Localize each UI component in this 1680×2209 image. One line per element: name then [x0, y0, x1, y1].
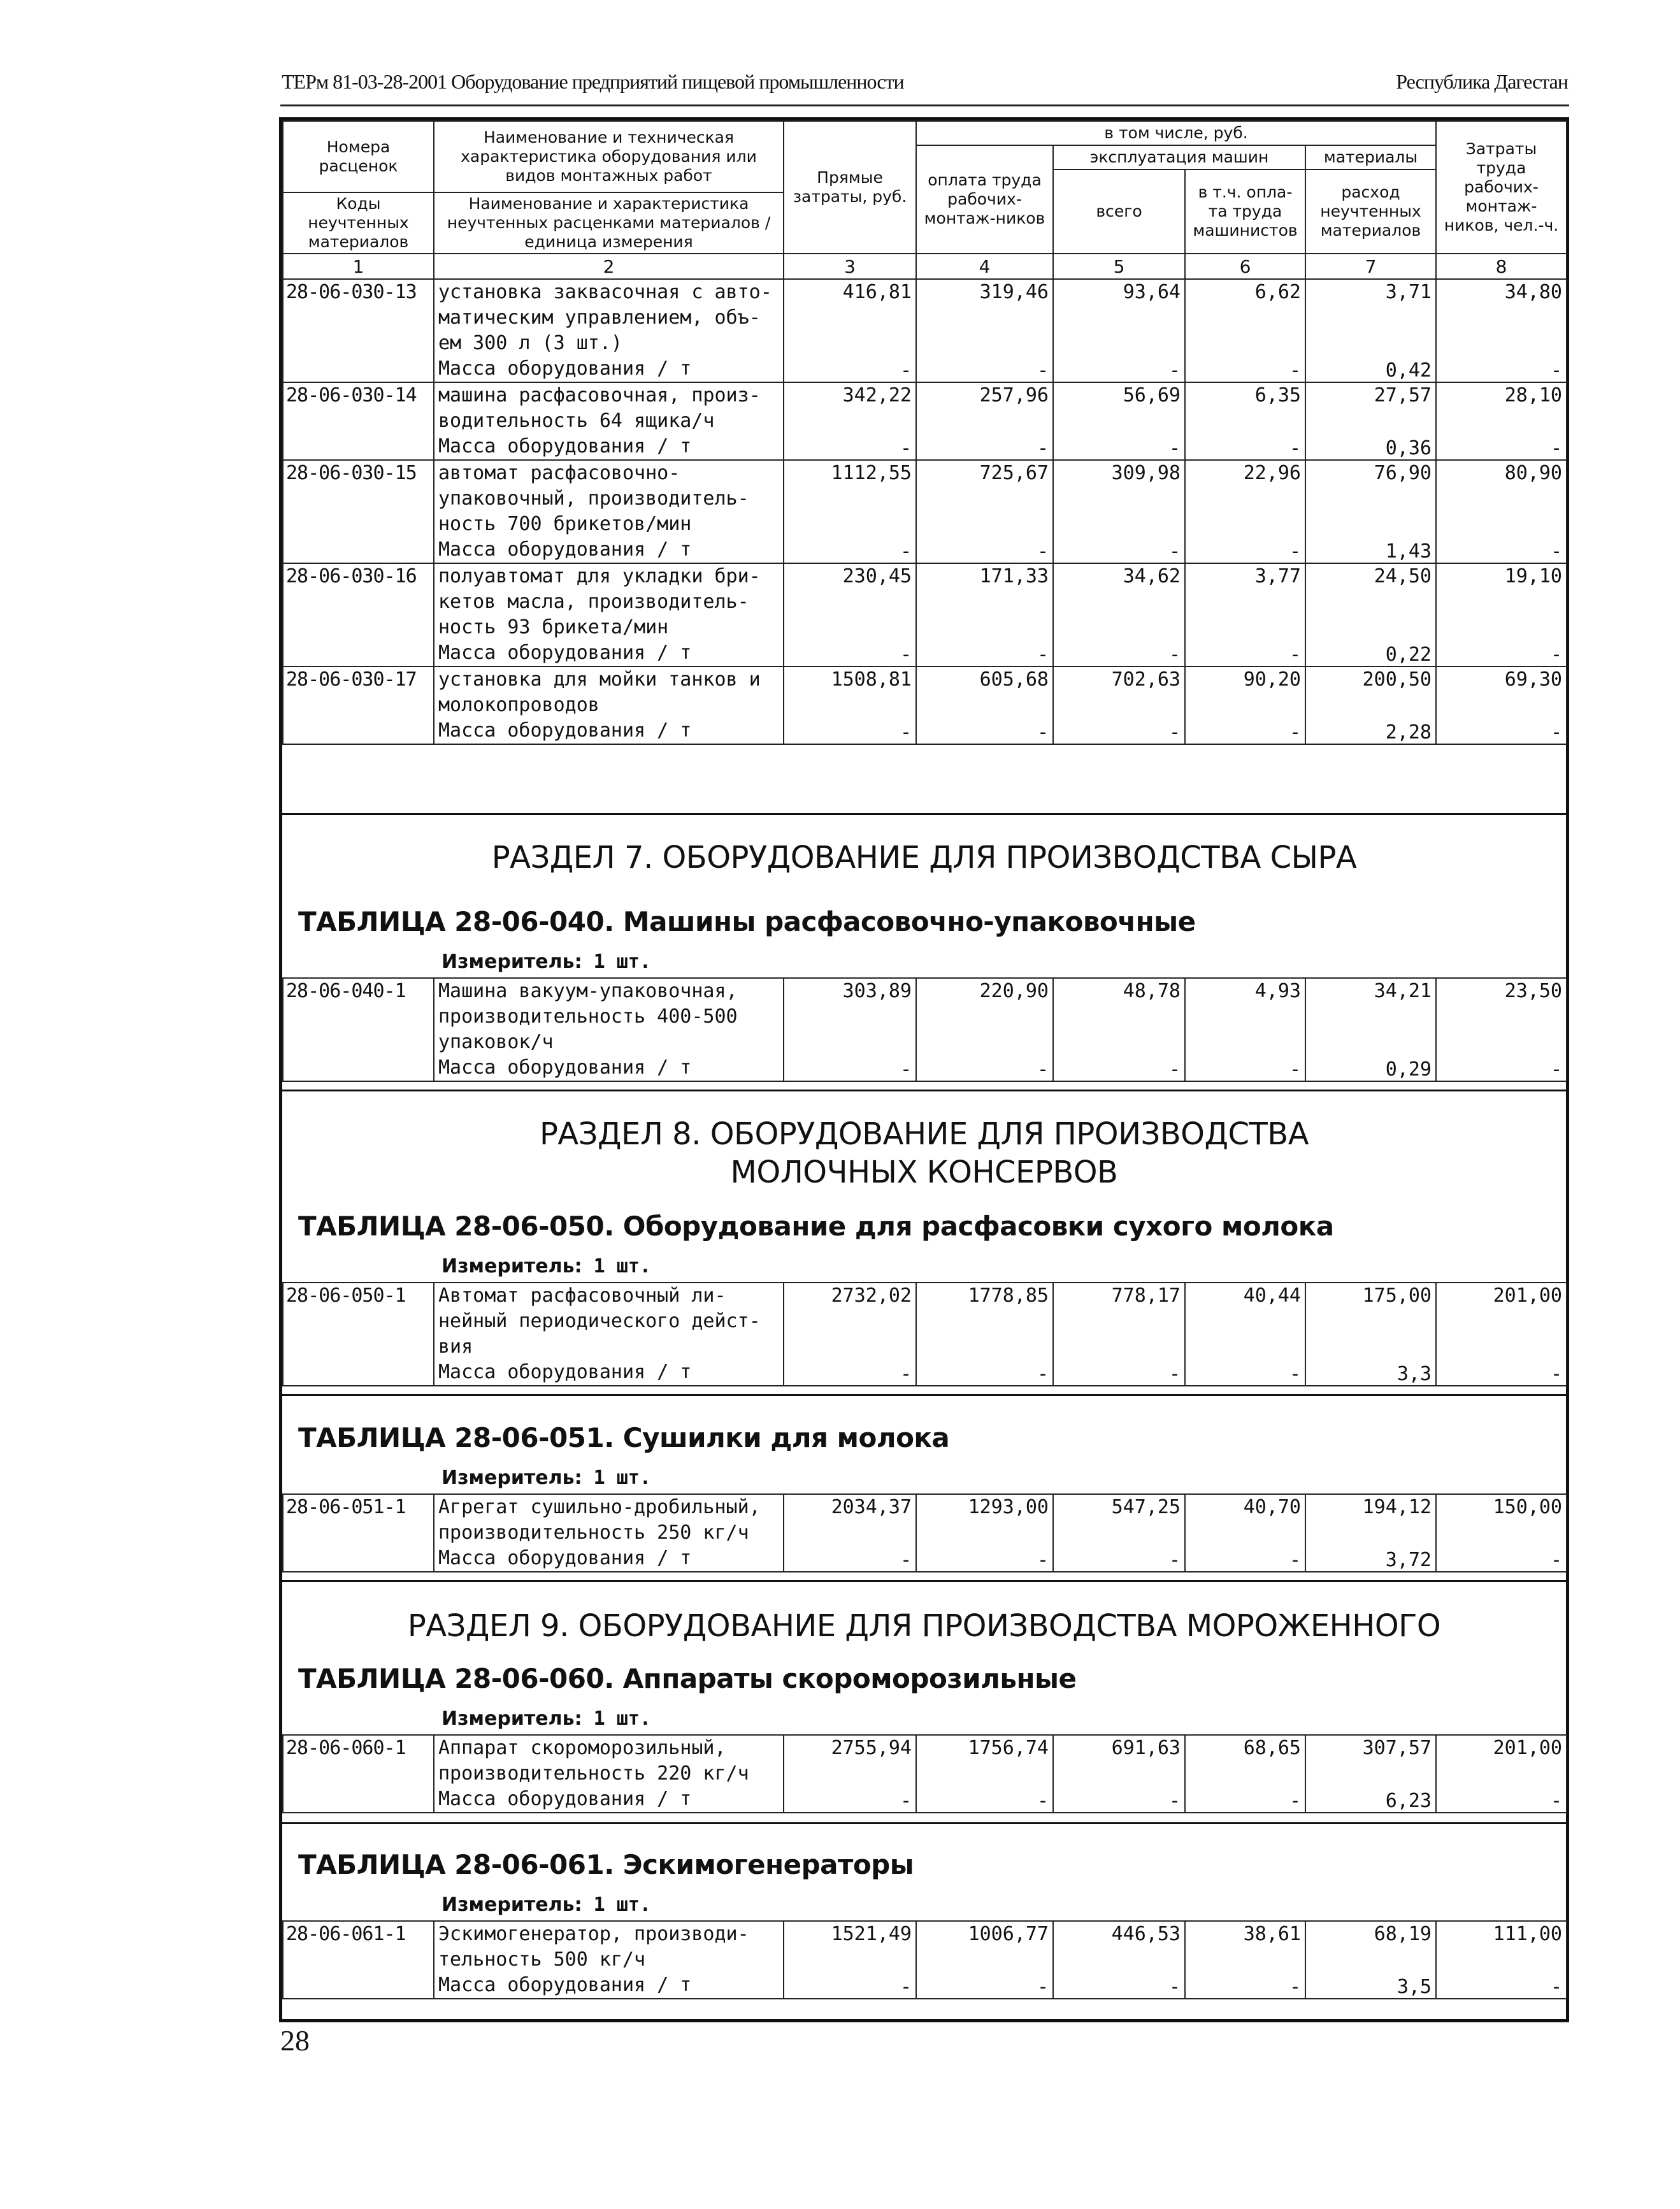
table-row: [283, 279, 1567, 356]
measure-060: [442, 1708, 651, 1730]
head-col2-top: Наименование и техническая характеристика оборудования или видов монтажных работ: [434, 121, 784, 192]
dash-cell: -: [916, 537, 1053, 563]
direct-cost: 2732,02: [784, 1283, 916, 1360]
mass-label: Масса оборудования / т: [434, 718, 784, 744]
labor-hours: 28,10: [1436, 382, 1567, 434]
machinists-pay: 40,70: [1185, 1494, 1305, 1546]
table-row: [283, 666, 1567, 718]
work-name-line: Аппарат скороморозильный,: [438, 1737, 726, 1759]
machinists-pay: 68,65: [1185, 1735, 1305, 1787]
table-body: [283, 978, 1567, 1081]
measure-value: 1 шт.: [593, 1708, 651, 1730]
dash-cell: -: [784, 1787, 916, 1813]
dash-cell: -: [784, 356, 916, 382]
table-row: [283, 1735, 1567, 1787]
column-number: 1: [283, 254, 434, 279]
machines-total: 93,64: [1053, 279, 1185, 356]
dash-cell: -: [784, 434, 916, 460]
running-header: [280, 66, 1569, 106]
machines-total: 702,63: [1053, 666, 1185, 718]
rates-table: [282, 120, 1567, 745]
dash-cell: -: [916, 1787, 1053, 1813]
work-name: [434, 666, 784, 718]
table-050: [282, 1282, 1567, 1386]
rate-code: 28-06-051-1: [283, 1494, 434, 1572]
work-name: [434, 978, 784, 1055]
dash-cell: -: [1185, 640, 1305, 666]
dash-cell: -: [1185, 434, 1305, 460]
dash-cell: -: [784, 640, 916, 666]
work-name-line: Эскимогенератор, производи-: [438, 1923, 749, 1945]
measure-051: [442, 1467, 651, 1489]
column-number: 5: [1053, 254, 1185, 279]
dash-cell: -: [1185, 1787, 1305, 1813]
table-040: [282, 977, 1567, 1082]
work-name-line: машина расфасовочная, произ-: [438, 384, 761, 407]
work-name-line: матическим управлением, объ-: [438, 306, 761, 329]
labor-pay: 1293,00: [916, 1494, 1053, 1546]
direct-cost: 1508,81: [784, 666, 916, 718]
work-name: [434, 1735, 784, 1787]
direct-cost: 1112,55: [784, 460, 916, 537]
dash-cell: -: [916, 718, 1053, 744]
machinists-pay: 40,44: [1185, 1283, 1305, 1360]
dash-cell: -: [1185, 356, 1305, 382]
measure-value: 1 шт.: [593, 951, 651, 973]
work-name: [434, 1283, 784, 1360]
labor-pay: 319,46: [916, 279, 1053, 356]
measure-050: [442, 1255, 651, 1277]
work-name-line: установка заквасочная с авто-: [438, 281, 772, 303]
head-col6: в т.ч. опла-та труда машинистов: [1185, 169, 1305, 254]
machines-total: 309,98: [1053, 460, 1185, 537]
rate-code: 28-06-050-1: [283, 1283, 434, 1386]
dash-cell: -: [1436, 537, 1567, 563]
equipment-mass: 6,23: [1305, 1787, 1436, 1813]
mass-row: [283, 356, 1567, 382]
labor-hours: 23,50: [1436, 978, 1567, 1055]
head-machines: эксплуатация машин: [1053, 145, 1305, 169]
work-name: [434, 279, 784, 356]
equipment-mass: 3,5: [1305, 1973, 1436, 1999]
mass-row: [283, 537, 1567, 563]
column-number: 4: [916, 254, 1053, 279]
labor-pay: 220,90: [916, 978, 1053, 1055]
mass-label: Масса оборудования / т: [434, 537, 784, 563]
mass-label: Масса оборудования / т: [434, 1546, 784, 1572]
measure-label: Измеритель:: [442, 1708, 582, 1730]
section-divider: [282, 1090, 1566, 1091]
machines-total: 48,78: [1053, 978, 1185, 1055]
work-name-line: автомат расфасовочно-: [438, 462, 680, 484]
table-title-050: ТАБЛИЦА 28-06-050. Оборудование для расфасовки сухого молока: [298, 1211, 1334, 1242]
dash-cell: -: [916, 356, 1053, 382]
machines-total: 34,62: [1053, 563, 1185, 640]
measure-label: Измеритель:: [442, 1894, 582, 1916]
work-name-line: Машина вакуум-упаковочная,: [438, 980, 738, 1002]
section-divider: [282, 1394, 1566, 1396]
materials-cost: 68,19: [1305, 1921, 1436, 1973]
dash-cell: -: [1436, 356, 1567, 382]
dash-cell: -: [1436, 1973, 1567, 1999]
labor-hours: 150,00: [1436, 1494, 1567, 1546]
dash-cell: -: [1053, 1055, 1185, 1081]
materials-cost: 307,57: [1305, 1735, 1436, 1787]
labor-pay: 1778,85: [916, 1283, 1053, 1360]
equipment-mass: 0,29: [1305, 1055, 1436, 1081]
dash-cell: -: [916, 640, 1053, 666]
rate-code: 28-06-030-15: [283, 460, 434, 563]
mass-row: [283, 718, 1567, 744]
equipment-mass: 0,36: [1305, 434, 1436, 460]
labor-hours: 201,00: [1436, 1283, 1567, 1360]
labor-pay: 1756,74: [916, 1735, 1053, 1787]
machinists-pay: 22,96: [1185, 460, 1305, 537]
table-061: [282, 1920, 1567, 1999]
table-title-051: ТАБЛИЦА 28-06-051. Сушилки для молока: [298, 1422, 950, 1453]
table-row: [283, 978, 1567, 1055]
work-name: [434, 1921, 784, 1973]
dash-cell: -: [1436, 434, 1567, 460]
section-7-title: РАЗДЕЛ 7. ОБОРУДОВАНИЕ ДЛЯ ПРОИЗВОДСТВА СЫРА: [491, 840, 1357, 875]
work-name-line: тельность 500 кг/ч: [438, 1948, 646, 1971]
mass-row: [283, 434, 1567, 460]
table-row: [283, 1283, 1567, 1360]
machines-total: 691,63: [1053, 1735, 1185, 1787]
rate-code: 28-06-030-14: [283, 382, 434, 460]
work-name-line: вия: [438, 1335, 473, 1358]
work-name-line: установка для мойки танков и: [438, 668, 761, 691]
column-number: 6: [1185, 254, 1305, 279]
section-8-title-line1: РАЗДЕЛ 8. ОБОРУДОВАНИЕ ДЛЯ ПРОИЗВОДСТВА: [539, 1116, 1309, 1152]
machinists-pay: 90,20: [1185, 666, 1305, 718]
direct-cost: 416,81: [784, 279, 916, 356]
materials-cost: 27,57: [1305, 382, 1436, 434]
dash-cell: -: [1185, 718, 1305, 744]
dash-cell: -: [1185, 1973, 1305, 1999]
table-body: [283, 1494, 1567, 1572]
labor-hours: 80,90: [1436, 460, 1567, 537]
equipment-mass: 0,22: [1305, 640, 1436, 666]
direct-cost: 303,89: [784, 978, 916, 1055]
work-name: [434, 460, 784, 537]
head-materials: материалы: [1305, 145, 1436, 169]
dash-cell: -: [1053, 356, 1185, 382]
dash-cell: -: [916, 1973, 1053, 1999]
direct-cost: 2034,37: [784, 1494, 916, 1546]
machines-total: 56,69: [1053, 382, 1185, 434]
page-number: 28: [280, 2024, 310, 2057]
column-number: 8: [1436, 254, 1567, 279]
materials-cost: 194,12: [1305, 1494, 1436, 1546]
direct-cost: 2755,94: [784, 1735, 916, 1787]
table-row: [283, 1494, 1567, 1546]
head-col3: Прямые затраты, руб.: [784, 121, 916, 254]
mass-row: [283, 1055, 1567, 1081]
measure-label: Измеритель:: [442, 951, 582, 973]
header-region: Республика Дагестан: [1396, 70, 1568, 93]
machinists-pay: 6,35: [1185, 382, 1305, 434]
dash-cell: -: [784, 1360, 916, 1386]
mass-row: [283, 640, 1567, 666]
rate-code: 28-06-030-13: [283, 279, 434, 382]
work-name-line: Автомат расфасовочный ли-: [438, 1284, 726, 1307]
work-name-line: производительность 220 кг/ч: [438, 1762, 749, 1785]
equipment-mass: 3,3: [1305, 1360, 1436, 1386]
table-title-060: ТАБЛИЦА 28-06-060. Аппараты скороморозильные: [298, 1663, 1077, 1694]
head-col8: Затраты труда рабочих-монтаж-ников, чел.-ч.: [1436, 121, 1567, 254]
mass-label: Масса оборудования / т: [434, 434, 784, 460]
work-name-line: нейный периодического дейст-: [438, 1310, 761, 1332]
rate-code: 28-06-040-1: [283, 978, 434, 1081]
dash-cell: -: [1053, 1787, 1185, 1813]
table-body: [283, 1921, 1567, 1999]
table-title-040: ТАБЛИЦА 28-06-040. Машины расфасовочно-упаковочные: [298, 906, 1196, 937]
measure-value: 1 шт.: [593, 1467, 651, 1489]
dash-cell: -: [916, 434, 1053, 460]
rate-code: 28-06-061-1: [283, 1921, 434, 1999]
mass-label: Масса оборудования / т: [434, 1787, 784, 1813]
labor-hours: 19,10: [1436, 563, 1567, 640]
column-number: 7: [1305, 254, 1436, 279]
equipment-mass: 2,28: [1305, 718, 1436, 744]
work-name: [434, 1494, 784, 1546]
mass-row: [283, 1787, 1567, 1813]
section-divider: [282, 1580, 1566, 1582]
machines-total: 446,53: [1053, 1921, 1185, 1973]
table-body: [283, 1735, 1567, 1813]
dash-cell: -: [1436, 1360, 1567, 1386]
dash-cell: -: [1185, 1055, 1305, 1081]
head-col2-bottom: Наименование и характеристика неучтенных расценками материалов / единица измерения: [434, 192, 784, 254]
work-name-line: полуавтомат для укладки бри-: [438, 565, 761, 587]
materials-cost: 34,21: [1305, 978, 1436, 1055]
dash-cell: -: [1436, 640, 1567, 666]
work-name: [434, 382, 784, 434]
work-name-line: молокопроводов: [438, 694, 599, 716]
table-title-061: ТАБЛИЦА 28-06-061. Эскимогенераторы: [298, 1849, 914, 1880]
work-name-line: ность 93 брикета/мин: [438, 616, 669, 638]
measure-value: 1 шт.: [593, 1894, 651, 1916]
measure-label: Измеритель:: [442, 1467, 582, 1489]
work-name-line: кетов масла, производитель-: [438, 591, 749, 613]
machinists-pay: 4,93: [1185, 978, 1305, 1055]
dash-cell: -: [1185, 1546, 1305, 1572]
section-divider: [282, 1822, 1566, 1824]
dash-cell: -: [1053, 640, 1185, 666]
measure-061: [442, 1894, 651, 1916]
materials-cost: 175,00: [1305, 1283, 1436, 1360]
dash-cell: -: [784, 537, 916, 563]
dash-cell: -: [1436, 1055, 1567, 1081]
dash-cell: -: [1053, 434, 1185, 460]
head-col1-bottom: Коды неучтенных материалов: [283, 192, 434, 254]
direct-cost: 1521,49: [784, 1921, 916, 1973]
header-title: ТЕРм 81-03-28-2001 Оборудование предприятий пищевой промышленности: [282, 70, 904, 93]
head-group: в том числе, руб.: [916, 121, 1436, 145]
dash-cell: -: [784, 1546, 916, 1572]
dash-cell: -: [1185, 537, 1305, 563]
table-row: [283, 563, 1567, 640]
dash-cell: -: [1436, 1787, 1567, 1813]
table-row: [283, 460, 1567, 537]
machinists-pay: 38,61: [1185, 1921, 1305, 1973]
dash-cell: -: [1436, 718, 1567, 744]
machines-total: 547,25: [1053, 1494, 1185, 1546]
dash-cell: -: [916, 1055, 1053, 1081]
measure-value: 1 шт.: [593, 1255, 651, 1277]
dash-cell: -: [784, 1973, 916, 1999]
work-name-line: упаковочный, производитель-: [438, 487, 749, 510]
rate-code: 28-06-030-17: [283, 666, 434, 744]
head-col1-top: Номера расценок: [283, 121, 434, 192]
mass-row: [283, 1546, 1567, 1572]
table-body: [283, 1283, 1567, 1386]
table-051: [282, 1493, 1567, 1572]
dash-cell: -: [916, 1360, 1053, 1386]
mass-row: [283, 1973, 1567, 1999]
section-9-title: РАЗДЕЛ 9. ОБОРУДОВАНИЕ ДЛЯ ПРОИЗВОДСТВА МОРОЖЕННОГО: [407, 1608, 1441, 1644]
labor-pay: 171,33: [916, 563, 1053, 640]
machines-total: 778,17: [1053, 1283, 1185, 1360]
column-number: 2: [434, 254, 784, 279]
machinists-pay: 3,77: [1185, 563, 1305, 640]
measure-label: Измеритель:: [442, 1255, 582, 1277]
direct-cost: 342,22: [784, 382, 916, 434]
materials-cost: 76,90: [1305, 460, 1436, 537]
dash-cell: -: [784, 718, 916, 744]
labor-hours: 201,00: [1436, 1735, 1567, 1787]
dash-cell: -: [1053, 537, 1185, 563]
rate-code: 28-06-060-1: [283, 1735, 434, 1813]
table-row: [283, 1921, 1567, 1973]
mass-label: Масса оборудования / т: [434, 1973, 784, 1999]
work-name-line: Агрегат сушильно-дробильный,: [438, 1496, 761, 1518]
dash-cell: -: [1185, 1360, 1305, 1386]
dash-cell: -: [1053, 1546, 1185, 1572]
dash-cell: -: [1436, 1546, 1567, 1572]
column-numbers: [283, 254, 1567, 279]
materials-cost: 200,50: [1305, 666, 1436, 718]
work-name-line: производительность 400-500: [438, 1005, 738, 1028]
dash-cell: -: [1053, 1360, 1185, 1386]
mass-row: [283, 1360, 1567, 1386]
labor-pay: 1006,77: [916, 1921, 1053, 1973]
machinists-pay: 6,62: [1185, 279, 1305, 356]
dash-cell: -: [784, 1055, 916, 1081]
rate-code: 28-06-030-16: [283, 563, 434, 666]
equipment-mass: 1,43: [1305, 537, 1436, 563]
labor-pay: 257,96: [916, 382, 1053, 434]
work-name: [434, 563, 784, 640]
work-name-line: упаковок/ч: [438, 1031, 554, 1053]
column-number: 3: [784, 254, 916, 279]
measure-040: [442, 951, 651, 973]
equipment-mass: 3,72: [1305, 1546, 1436, 1572]
labor-pay: 725,67: [916, 460, 1053, 537]
mass-label: Масса оборудования / т: [434, 640, 784, 666]
table-060: [282, 1734, 1567, 1813]
mass-label: Масса оборудования / т: [434, 1360, 784, 1386]
section-8-title-line2: МОЛОЧНЫХ КОНСЕРВОВ: [730, 1155, 1118, 1190]
table-row: [283, 382, 1567, 434]
dash-cell: -: [1053, 1973, 1185, 1999]
dash-cell: -: [1053, 718, 1185, 744]
labor-pay: 605,68: [916, 666, 1053, 718]
section-divider: [282, 813, 1566, 815]
labor-hours: 69,30: [1436, 666, 1567, 718]
labor-hours: 34,80: [1436, 279, 1567, 356]
equipment-mass: 0,42: [1305, 356, 1436, 382]
direct-cost: 230,45: [784, 563, 916, 640]
head-col5: всего: [1053, 169, 1185, 254]
work-name-line: водительность 64 ящика/ч: [438, 410, 715, 432]
labor-hours: 111,00: [1436, 1921, 1567, 1973]
materials-cost: 24,50: [1305, 563, 1436, 640]
mass-label: Масса оборудования / т: [434, 356, 784, 382]
materials-cost: 3,71: [1305, 279, 1436, 356]
head-col7: расход неучтенных материалов: [1305, 169, 1436, 254]
work-name-line: ем 300 л (3 шт.): [438, 332, 622, 354]
work-name-line: ность 700 брикетов/мин: [438, 513, 692, 535]
dash-cell: -: [916, 1546, 1053, 1572]
mass-label: Масса оборудования / т: [434, 1055, 784, 1081]
table-body: [283, 279, 1567, 744]
work-name-line: производительность 250 кг/ч: [438, 1522, 749, 1544]
head-col4: оплата труда рабочих-монтаж-ников: [916, 145, 1053, 254]
